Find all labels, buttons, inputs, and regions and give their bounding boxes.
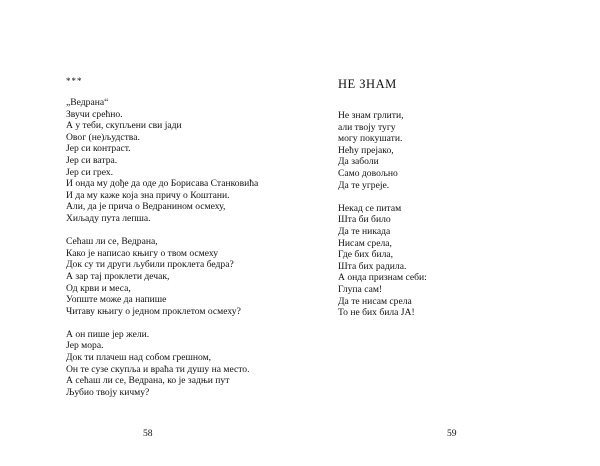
poem-line: Од крви и меса, — [66, 282, 131, 294]
poem-line: А сећаш ли се, Ведрана, ко је задњи пут — [66, 375, 230, 387]
poem-line: А онда признам себи: — [338, 272, 427, 284]
poem-line: Да заболи — [338, 156, 379, 168]
poem-line: Некад се питам — [338, 202, 402, 214]
poem-line: Како је написао књигу о твом осмеху — [66, 247, 219, 259]
stanza-gap — [66, 225, 258, 237]
poem-line: Глупа сам! — [338, 283, 383, 295]
poem-line: Да те угреје. — [338, 179, 390, 191]
poem-line: Сећаш ли се, Ведрана, — [66, 236, 158, 248]
poem-line: Нисам срела, — [338, 237, 392, 249]
poem-line: али твоју тугу — [338, 121, 396, 133]
stanza-gap — [66, 317, 258, 329]
poem-line: Да те никада — [338, 225, 391, 237]
poem-line: А зар тај проклети дечак, — [66, 270, 170, 282]
poem-line: То не бих била ЈА! — [338, 307, 415, 319]
stanza-gap — [338, 191, 427, 203]
poem-line: Док су ти други љубили проклета бедра? — [66, 259, 234, 271]
page-number-left: 58 — [143, 428, 153, 439]
poem-body-right — [338, 110, 427, 319]
poem-line: Он те сузе скупља и враћа ти душу на место. — [66, 363, 250, 375]
poem-line: Нећу прејако, — [338, 144, 394, 156]
poem-line: могу покушати. — [338, 133, 403, 145]
poem-line: И онда му дође да оде до Борисава Станковића — [66, 178, 259, 190]
poem-line: Не знам грлити, — [338, 110, 404, 121]
poem-line: Јер си контраст. — [66, 143, 131, 155]
page-number-right: 59 — [447, 428, 457, 439]
poem-line: Јер си ватра. — [66, 154, 118, 166]
poem-line: Шта бих радила. — [338, 260, 407, 272]
poem-line: И да му каже која зна причу о Коштани. — [66, 189, 230, 201]
poem-line: Да те нисам срела — [338, 295, 412, 307]
right-page — [300, 0, 600, 466]
poem-line: А у теби, скупљени сви јади — [66, 120, 182, 132]
poem-line: Љубио твоју кичму? — [66, 386, 150, 398]
poem-line: Само довољно — [338, 167, 398, 179]
poem-line: А он пише јер жели. — [66, 328, 150, 340]
poem-line: „Ведрана“ — [66, 97, 109, 108]
poem-body-left — [66, 97, 258, 398]
poem-line: Али, да је прича о Ведранином осмеху, — [66, 201, 226, 213]
poem-line: Хиљаду пута лепша. — [66, 212, 151, 224]
poem-title: НЕ ЗНАМ — [338, 77, 397, 91]
poem-line: Јер мора. — [66, 340, 104, 352]
poem-line: Овог (не)људства. — [66, 131, 140, 143]
poem-line: Уопште може да напише — [66, 294, 167, 306]
poem-line: Читаву књигу о једном проклетом осмеху? — [66, 305, 241, 317]
poem-line: Шта би било — [338, 214, 391, 226]
poem-line: Јер си грех. — [66, 166, 114, 178]
poem-line: Док ти плачеш над собом грешном, — [66, 352, 212, 364]
section-ornament: *** — [66, 76, 83, 86]
poem-line: Звучи срећно. — [66, 108, 123, 120]
poem-line: Где бих била, — [338, 249, 394, 261]
